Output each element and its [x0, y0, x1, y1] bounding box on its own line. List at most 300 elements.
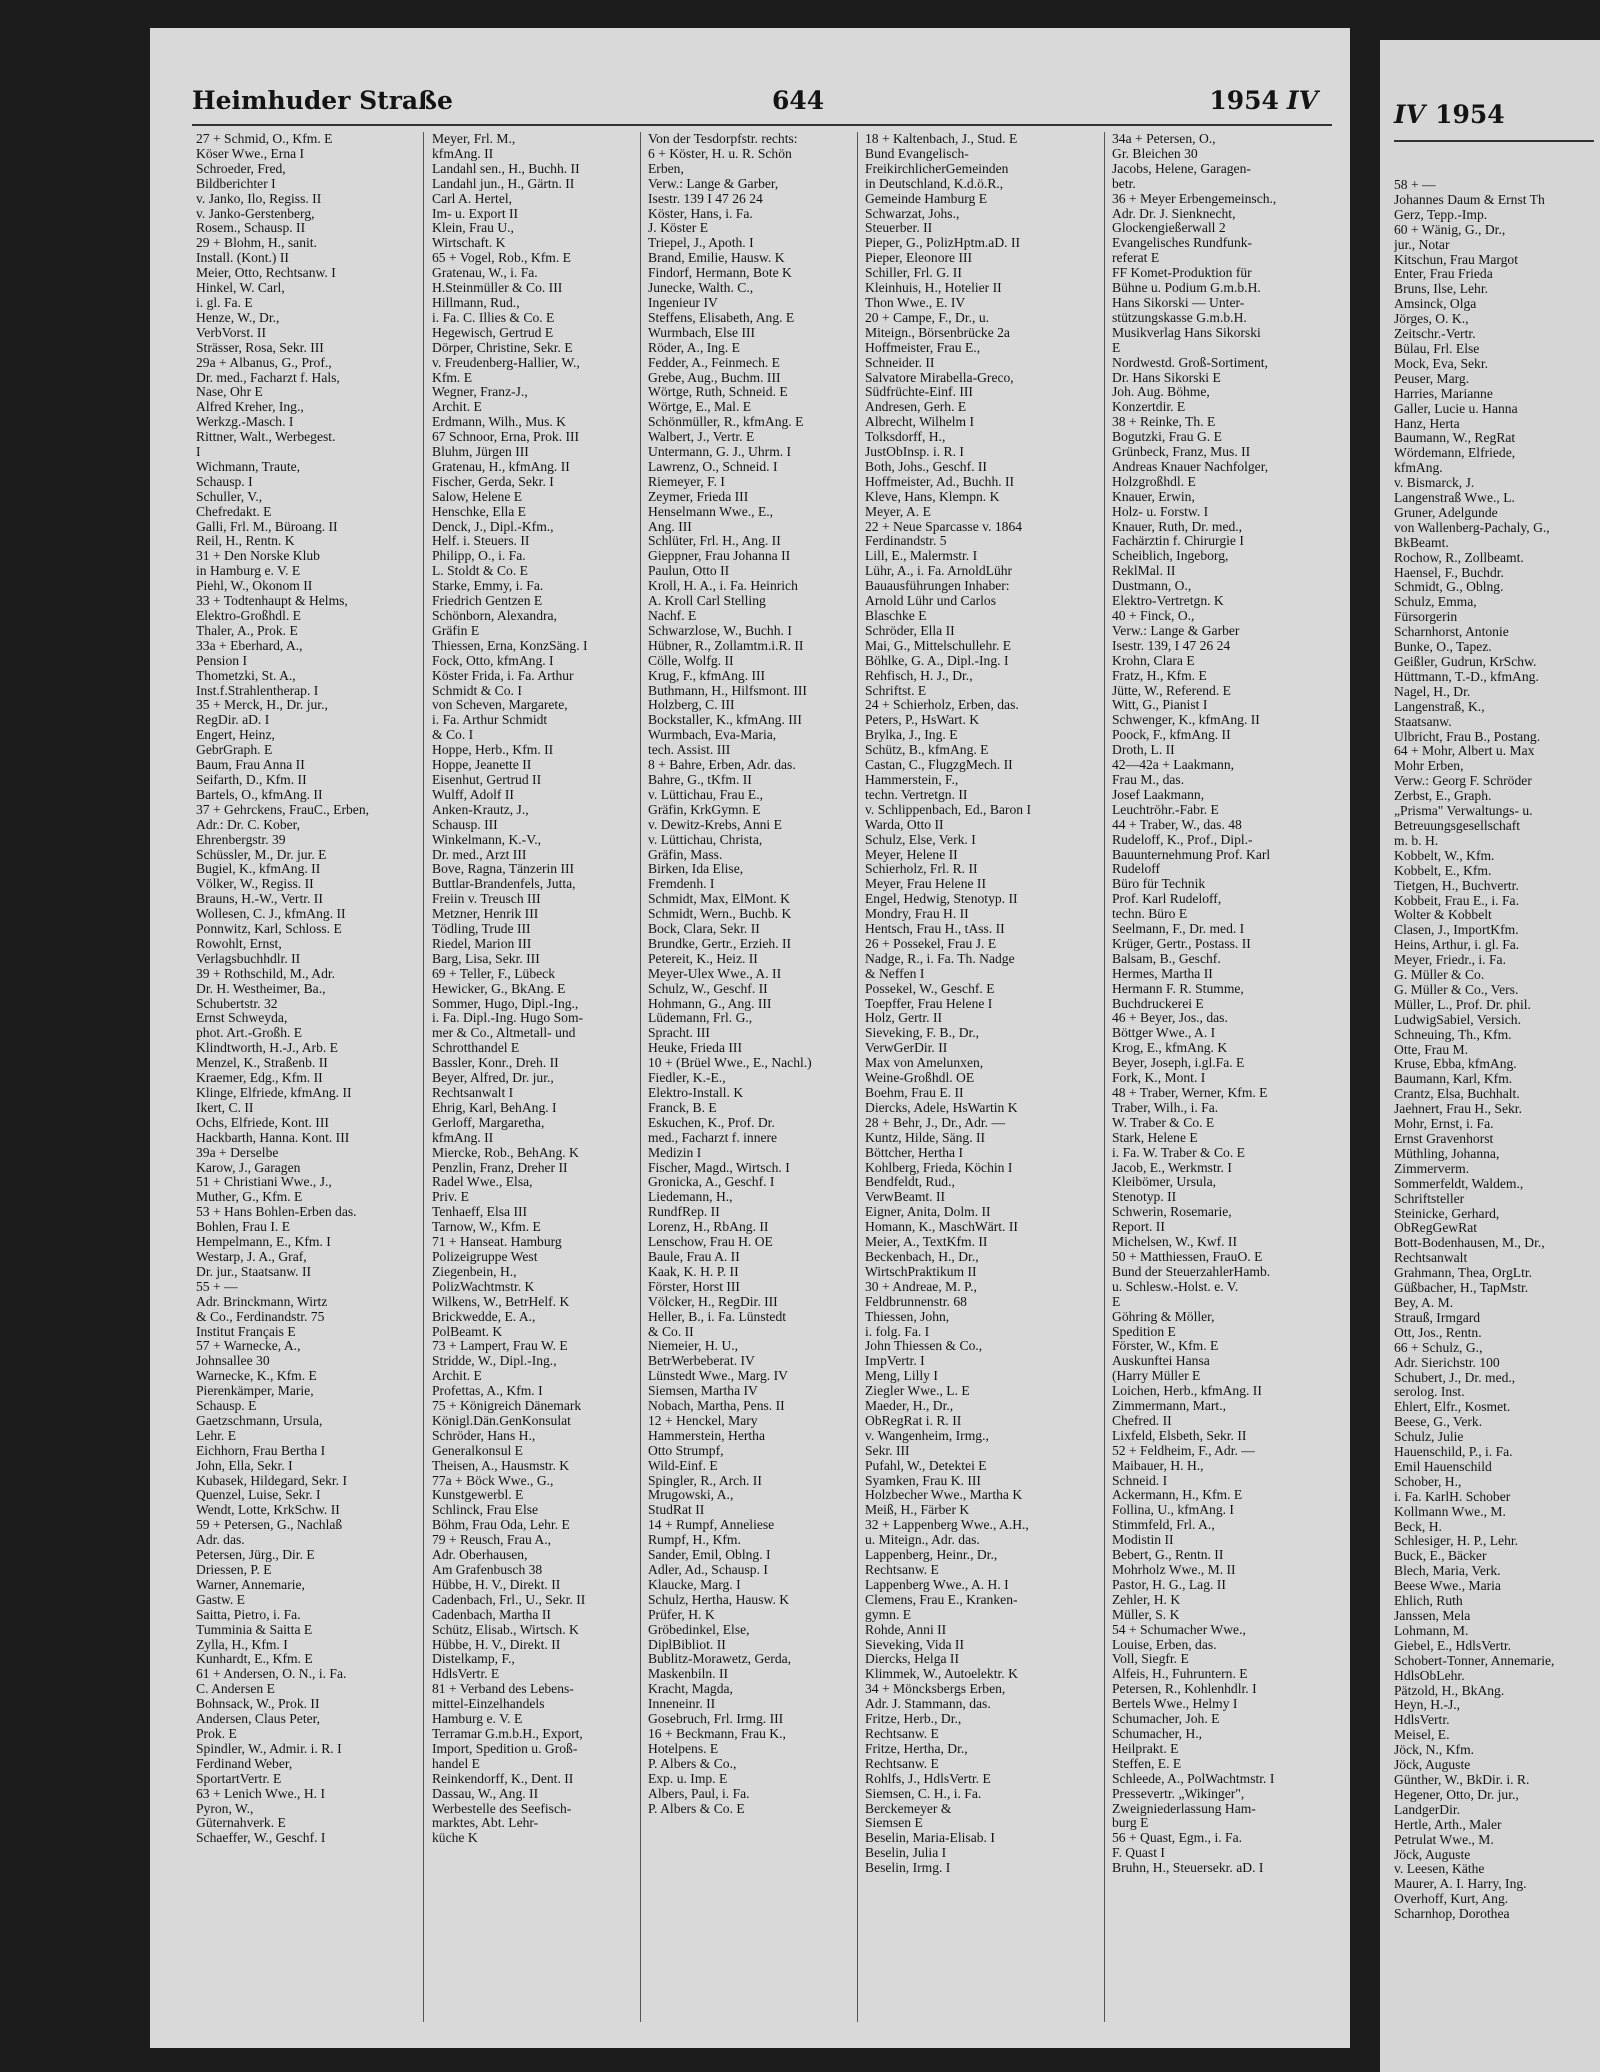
directory-entry: Warnecke, K., Kfm. E — [196, 1369, 317, 1384]
directory-entry: Liedemann, H., — [648, 1190, 733, 1205]
directory-entry: Cölle, Wolfg. II — [648, 653, 734, 668]
directory-entry: Müller, S. K — [1112, 1607, 1180, 1622]
directory-entry: Müthling, Johanna, — [1394, 1146, 1500, 1161]
directory-entry: Knauer, Ruth, Dr. med., — [1112, 519, 1243, 534]
directory-entry: Muther, G., Kfm. E — [196, 1190, 303, 1205]
directory-entry: 44 + Traber, W., das. 48 — [1112, 817, 1242, 832]
directory-entry: Schubert, J., Dr. med., — [1394, 1370, 1516, 1385]
directory-entry: Buthmann, H., Hilfsmont. III — [648, 683, 807, 698]
directory-entry: Beyer, Alfred, Dr. jur., — [432, 1071, 554, 1086]
directory-entry: Betreuungsgesellschaft — [1394, 818, 1521, 833]
directory-entry: v. Lüttichau, Christa, — [648, 832, 763, 847]
directory-entry: A. Kroll Carl Stelling — [648, 594, 766, 609]
directory-entry: Winkelmann, K.-V., — [432, 832, 542, 847]
directory-entry: Engert, Heinz, — [196, 728, 275, 743]
directory-entry: Bott-Bodenhausen, M., Dr., — [1394, 1236, 1545, 1251]
directory-entry: Lühr, A., i. Fa. ArnoldLühr — [865, 564, 1013, 579]
directory-entry: referat E — [1112, 251, 1160, 266]
directory-entry: Mohrholz Wwe., M. II — [1112, 1563, 1236, 1577]
directory-entry: Steffen, E. E — [1112, 1756, 1182, 1771]
directory-entry: Ferdinand Weber, — [196, 1756, 293, 1771]
directory-entry: HdlsVertr. — [1394, 1713, 1450, 1728]
directory-entry: 57 + Warnecke, A., — [196, 1339, 301, 1354]
directory-entry: Werkzg.-Masch. I — [196, 415, 294, 430]
adjacent-page — [1380, 40, 1600, 2072]
directory-entry: Schumacher, Joh. E — [1112, 1712, 1220, 1727]
directory-entry: u. Schlesw.-Holst. e. V. — [1112, 1279, 1239, 1294]
directory-entry: Ang. III — [648, 519, 692, 534]
directory-entry: Wörtge, Ruth, Schneid. E — [648, 385, 788, 400]
directory-entry: Adr. Sierichstr. 100 — [1394, 1355, 1500, 1370]
directory-entry: Leuchtröhr.-Fabr. E — [1112, 802, 1219, 817]
directory-entry: Rechtsanwalt — [1394, 1251, 1468, 1266]
directory-entry: Schober, H., — [1394, 1474, 1462, 1489]
directory-entry: Galli, Frl. M., Büroang. II — [196, 519, 338, 534]
directory-entry: Dr. med., Facharzt f. Hals, — [196, 370, 340, 385]
directory-entry: Petrulat Wwe., M. — [1394, 1832, 1494, 1847]
directory-entry: Kaak, K. H. P. II — [648, 1264, 739, 1279]
street-heading: Heimhuder Straße — [192, 86, 453, 115]
directory-entry: Blaschke E — [865, 609, 927, 623]
directory-entry: Gosebruch, Frl. Irmg. III — [648, 1712, 784, 1727]
directory-entry: Meiß, H., Färber K — [865, 1503, 970, 1518]
directory-entry: 14 + Rumpf, Anneliese — [648, 1518, 775, 1533]
directory-entry: Baum, Frau Anna II — [196, 758, 305, 773]
directory-entry: Stark, Helene E — [1112, 1130, 1198, 1145]
volume: IV — [1286, 86, 1318, 115]
directory-entry: 71 + Hanseat. Hamburg — [432, 1235, 562, 1250]
directory-entry: Kobbelt, E., Kfm. — [1394, 863, 1492, 878]
directory-entry: Rosem., Schausp. II — [196, 221, 306, 236]
directory-entry: Amsinck, Olga — [1394, 297, 1477, 312]
directory-entry: Lappenberg, Heinr., Dr., — [865, 1548, 998, 1563]
directory-entry: Fürsorgerin — [1394, 610, 1458, 625]
directory-entry: Janssen, Mela — [1394, 1609, 1471, 1623]
directory-entry: Walbert, J., Vertr. E — [648, 430, 755, 445]
directory-entry: 26 + Possekel, Frau J. E — [865, 936, 997, 951]
directory-entry: Meyer, A. E — [865, 504, 931, 519]
directory-entry: 38 + Reinke, Th. E — [1112, 415, 1216, 430]
directory-entry: Klinge, Elfriede, kfmAng. II — [196, 1086, 352, 1100]
directory-entry: Schulz, Hertha, Hausw. K — [648, 1592, 790, 1607]
directory-entry: Meyer, Helene II — [865, 847, 958, 862]
directory-entry: Ikert, C. II — [196, 1100, 254, 1115]
directory-entry: 10 + (Brüel Wwe., E., Nachl.) — [648, 1056, 812, 1071]
directory-entry: Landahl sen., H., Buchh. II — [432, 161, 580, 176]
directory-entry: Fischer, Magd., Wirtsch. I — [648, 1160, 790, 1175]
directory-entry: techn. Büro E — [1112, 907, 1188, 922]
directory-entry: Zimmermann, Mart., — [1112, 1399, 1227, 1414]
directory-entry: Wolter & Kobbelt — [1394, 908, 1492, 923]
directory-entry: Hübbe, H. V., Direkt. II — [432, 1637, 561, 1652]
directory-entry: v. Janko-Gerstenberg, — [196, 206, 315, 221]
directory-entry: 22 + Neue Sparcasse v. 1864 — [865, 519, 1023, 534]
directory-entry: Stenotyp. II — [1112, 1190, 1177, 1205]
directory-entry: v. Schlippenbach, Ed., Baron I — [865, 802, 1031, 817]
directory-entry: jur., Notar — [1394, 237, 1450, 252]
directory-entry: Fachärztin f. Chirurgie I — [1112, 534, 1244, 549]
directory-entry: Fock, Otto, kfmAng. I — [432, 653, 554, 668]
directory-entry: med., Facharzt f. innere — [648, 1130, 778, 1145]
directory-entry: Lünstedt Wwe., Marg. IV — [648, 1369, 788, 1384]
directory-entry: Zweigniederlassung Ham- — [1112, 1801, 1256, 1816]
directory-entry: Feldbrunnenstr. 68 — [865, 1294, 967, 1309]
directory-entry: Bunke, O., Tapez. — [1394, 640, 1492, 655]
directory-entry: Max von Amelunxen, — [865, 1056, 984, 1071]
directory-entry: Büro für Technik — [1112, 877, 1206, 892]
directory-entry: Louise, Erben, das. — [1112, 1637, 1217, 1652]
directory-entry: & Co., Ferdinandstr. 75 — [196, 1309, 325, 1324]
directory-entry: serolog. Inst. — [1394, 1385, 1465, 1400]
directory-entry: Albers, Paul, i. Fa. — [648, 1786, 750, 1801]
directory-entry: Adr. J. Stammann, das. — [865, 1697, 991, 1712]
directory-entry: Meier, Otto, Rechtsanw. I — [196, 266, 336, 281]
directory-entry: Galler, Lucie u. Hanna — [1394, 401, 1518, 416]
directory-entry: Lappenberg Wwe., A. H. I — [865, 1577, 1009, 1592]
directory-entry: Pieper, G., PolizHptm.aD. II — [865, 236, 1021, 251]
directory-entry: Auskunftei Hansa — [1112, 1354, 1210, 1369]
directory-entry: Otto Strumpf, — [648, 1443, 724, 1458]
directory-entry: Langenstraß Wwe., L. — [1394, 491, 1515, 506]
directory-entry: Gratenau, W., i. Fa. — [432, 266, 538, 281]
directory-entry: Untermann, G. J., Uhrm. I — [648, 445, 792, 460]
directory-entry: Chefredakt. E — [196, 504, 272, 519]
directory-entry: Prok. E — [196, 1726, 237, 1741]
directory-entry: v. Lüttichau, Frau E., — [648, 787, 764, 802]
directory-entry: 63 + Lenich Wwe., H. I — [196, 1786, 325, 1801]
directory-entry: 8 + Bahre, Erben, Adr. das. — [648, 758, 796, 773]
directory-entry: Adr. Brinckmann, Wirtz — [196, 1294, 328, 1309]
directory-entry: Maskenbiln. II — [648, 1667, 729, 1682]
directory-entry: 18 + Kaltenbach, J., Stud. E — [865, 132, 1018, 146]
directory-entry: Klein, Frau U., — [432, 221, 514, 236]
directory-entry: Nagel, H., Dr. — [1394, 684, 1471, 699]
directory-entry: Niemeier, H. U., — [648, 1339, 739, 1354]
directory-entry: Bruhn, H., Steuersekr. aD. I — [1112, 1861, 1264, 1876]
directory-entry: 61 + Andersen, O. N., i. Fa. — [196, 1667, 347, 1682]
directory-entry: Institut Français E — [196, 1324, 296, 1339]
directory-entry: Verw.: Lange & Garber, — [648, 176, 779, 191]
directory-entry: mer & Co., Altmetall- und — [432, 1026, 576, 1041]
directory-entry: Wirtschaft. K — [432, 236, 506, 251]
directory-entry: Wurmbach, Else III — [648, 325, 756, 340]
directory-entry: Schlesiger, H. P., Lehr. — [1394, 1534, 1519, 1549]
directory-entry: Hegener, Otto, Dr. jur., — [1394, 1787, 1519, 1802]
directory-entry: GebrGraph. E — [196, 743, 273, 758]
directory-entry: Holz, Gertr. II — [865, 1011, 943, 1026]
directory-entry: Jöck, N., Kfm. — [1394, 1743, 1475, 1758]
directory-entry: Riedel, Marion III — [432, 936, 532, 951]
directory-entry: Gratenau, H., kfmAng. II — [432, 459, 570, 474]
directory-entry: Zerbst, E., Graph. — [1394, 789, 1492, 804]
directory-entry: Ott, Jos., Rentn. — [1394, 1325, 1482, 1340]
directory-entry: RundfRep. II — [648, 1205, 720, 1220]
directory-entry: Hanz, Herta — [1394, 416, 1460, 431]
directory-entry: Holzbecher Wwe., Martha K — [865, 1488, 1023, 1503]
directory-entry: Stridde, W., Dipl.-Ing., — [432, 1354, 557, 1369]
directory-entry: & Co. II — [648, 1324, 694, 1339]
directory-entry: Beselin, Irmg. I — [865, 1861, 951, 1876]
directory-entry: Pufahl, W., Detektei E — [865, 1458, 987, 1473]
directory-entry: Kleibömer, Ursula, — [1112, 1175, 1217, 1190]
directory-entry: Hermes, Martha II — [1112, 966, 1213, 981]
directory-entry: Priv. E — [432, 1190, 469, 1205]
directory-entry: Tödling, Trude III — [432, 922, 531, 937]
directory-entry: Schmidt, Wern., Buchb. K — [648, 907, 792, 922]
directory-entry: Bugiel, K., kfmAng. II — [196, 862, 321, 877]
directory-entry: Hegewisch, Gertrud E — [432, 325, 554, 340]
directory-entry: Inst.f.Strahlentherap. I — [196, 683, 319, 698]
directory-entry: kfmAng. II — [432, 1130, 494, 1145]
directory-entry: Adr. Dr. J. Sienknecht, — [1112, 206, 1236, 221]
directory-entry: Mai, G., Mittelschullehr. E — [865, 638, 1012, 653]
directory-entry: Ehlert, Elfr., Kosmet. — [1394, 1400, 1511, 1415]
directory-entry: Ingenieur IV — [648, 295, 718, 310]
directory-entry: Warner, Annemarie, — [196, 1577, 305, 1592]
directory-entry: Schwerin, Rosemarie, — [1112, 1205, 1232, 1220]
directory-entry: Schröder, Hans H., — [432, 1428, 536, 1443]
directory-entry: W. Traber & Co. E — [1112, 1115, 1215, 1130]
directory-entry: Kunstgewerbl. E — [432, 1488, 524, 1503]
directory-entry: Kunhardt, E., Kfm. E — [196, 1652, 313, 1667]
directory-entry: Dörper, Christine, Sekr. E — [432, 340, 573, 355]
directory-entry: 12 + Henckel, Mary — [648, 1413, 758, 1428]
directory-entry: Cadenbach, Martha II — [432, 1607, 551, 1622]
directory-entry: Modistin II — [1112, 1533, 1174, 1548]
column-1 — [196, 132, 416, 1846]
directory-entry: 34 + Möncksbergs Erben, — [865, 1682, 1006, 1697]
directory-entry: Schriftst. E — [865, 683, 927, 698]
directory-entry: Install. (Kont.) II — [196, 251, 289, 266]
directory-entry: Schütz, Elisab., Wirtsch. K — [432, 1622, 579, 1637]
directory-entry: 60 + Wänig, G., Dr., — [1394, 222, 1506, 237]
directory-entry: i. Fa. W. Traber & Co. E — [1112, 1145, 1245, 1160]
directory-entry: gymn. E — [865, 1607, 912, 1622]
directory-entry: Gieppner, Frau Johanna II — [648, 549, 791, 564]
directory-entry: Rechtsanwalt I — [432, 1086, 514, 1100]
directory-entry: VerwBeamt. II — [865, 1190, 946, 1205]
directory-entry: Schneider. II — [865, 355, 935, 370]
directory-entry: Böttger Wwe., A. I — [1112, 1026, 1216, 1041]
directory-entry: Klaucke, Marg. I — [648, 1577, 741, 1592]
directory-entry: Kracht, Magda, — [648, 1682, 733, 1697]
directory-entry: Völker, W., Regiss. II — [196, 877, 314, 892]
directory-entry: Schrotthandel E — [432, 1041, 520, 1056]
directory-entry: Prof. Karl Rudeloff, — [1112, 892, 1222, 907]
directory-entry: Wegner, Franz-J., — [432, 385, 528, 400]
directory-entry: Beselin, Julia I — [865, 1846, 947, 1861]
directory-entry: Ziegenbein, H., — [432, 1264, 517, 1279]
directory-entry: Archit. E — [432, 1369, 482, 1384]
directory-entry: Rochow, R., Zollbeamt. — [1394, 550, 1524, 565]
directory-entry: Scharnhorst, Antonie — [1394, 625, 1509, 640]
directory-entry: Boehm, Frau E. II — [865, 1086, 964, 1100]
directory-entry: Hauenschild, P., i. Fa. — [1394, 1445, 1513, 1460]
directory-entry: Bühne u. Podium G.m.b.H. — [1112, 281, 1261, 296]
directory-entry: Kitschun, Frau Margot — [1394, 252, 1518, 267]
directory-entry: Profettas, A., Kfm. I — [432, 1384, 543, 1399]
directory-entry: Bund der SteuerzahlerHamb. — [1112, 1264, 1271, 1279]
directory-entry: Barg, Lisa, Sekr. III — [432, 951, 540, 966]
directory-entry: John Thiessen & Co., — [865, 1339, 983, 1354]
directory-entry: Brauns, H.-W., Vertr. II — [196, 892, 323, 907]
directory-entry: Kuntz, Hilde, Säng. II — [865, 1130, 986, 1145]
directory-entry: Böhlke, G. A., Dipl.-Ing. I — [865, 653, 1009, 668]
directory-entry: Staatsanw. — [1394, 714, 1452, 729]
directory-entry: Possekel, W., Geschf. E — [865, 981, 995, 996]
directory-entry: v. Dewitz-Krebs, Anni E — [648, 817, 782, 832]
directory-entry: Steffens, Elisabeth, Ang. E — [648, 310, 795, 325]
directory-entry: Pierenkämper, Marie, — [196, 1384, 314, 1399]
directory-entry: Schiller, Frl. G. II — [865, 266, 962, 281]
directory-entry: Böhm, Frau Oda, Lehr. E — [432, 1518, 570, 1533]
directory-entry: Kollmann Wwe., M. — [1394, 1504, 1506, 1519]
directory-entry: Bock, Clara, Sekr. II — [648, 922, 760, 937]
directory-entry: Heuke, Frieda III — [648, 1041, 742, 1056]
directory-entry: Brickwedde, E. A., — [432, 1309, 536, 1324]
directory-entry: Jöck, Auguste — [1394, 1847, 1471, 1862]
directory-entry: Ochs, Elfriede, Kont. III — [196, 1115, 329, 1130]
directory-entry: Nordwestd. Groß-Sortiment, — [1112, 355, 1268, 370]
directory-entry: Medizin I — [648, 1145, 702, 1160]
directory-entry: Ackermann, H., Kfm. E — [1112, 1488, 1243, 1503]
directory-entry: Schneid. I — [1112, 1473, 1168, 1488]
directory-entry: küche K — [432, 1831, 478, 1846]
directory-entry: Ehrig, Karl, BehAng. I — [432, 1100, 557, 1115]
directory-entry: Harries, Marianne — [1394, 386, 1493, 401]
page-header — [192, 80, 1332, 126]
directory-entry: Wild-Einf. E — [648, 1458, 718, 1473]
directory-entry: Fremdenh. I — [648, 877, 715, 892]
directory-entry: Hewicker, G., BkAng. E — [432, 981, 566, 996]
directory-entry: Schausp. E — [196, 1399, 257, 1414]
directory-entry: Miercke, Rob., BehAng. K — [432, 1145, 579, 1160]
directory-entry: Starke, Emmy, i. Fa. — [432, 579, 544, 594]
directory-entry: Förster, Horst III — [648, 1279, 740, 1294]
directory-entry: Gr. Bleichen 30 — [1112, 146, 1198, 161]
directory-entry: Castan, C., FlugzgMech. II — [865, 758, 1013, 773]
directory-entry: Fratz, H., Kfm. E — [1112, 668, 1207, 683]
directory-entry: Johannes Daum & Ernst Th — [1394, 192, 1545, 207]
directory-entry: 67 Schnoor, Erna, Prok. III — [432, 430, 580, 445]
directory-entry: Fischer, Gerda, Sekr. I — [432, 474, 554, 489]
directory-entry: Schmidt & Co. I — [432, 683, 522, 698]
directory-entry: Spingler, R., Arch. II — [648, 1473, 762, 1488]
directory-entry: Tarnow, W., Kfm. E — [432, 1220, 541, 1235]
directory-entry: Bassler, Konr., Dreh. II — [432, 1056, 559, 1071]
directory-entry: LandgerDir. — [1394, 1802, 1461, 1817]
directory-entry: handel E — [432, 1756, 480, 1771]
directory-entry: Baule, Frau A. II — [648, 1249, 740, 1264]
directory-entry: Zylla, H., Kfm. I — [196, 1637, 288, 1652]
directory-entry: Quenzel, Luise, Sekr. I — [196, 1488, 321, 1503]
directory-entry: Schmidt, Max, ElMont. K — [648, 892, 790, 907]
directory-entry: Spindler, W., Admir. i. R. I — [196, 1741, 342, 1756]
directory-entry: Meyer-Ulex Wwe., A. II — [648, 966, 782, 981]
directory-entry: Driessen, P. E — [196, 1563, 272, 1577]
directory-entry: Wichmann, Traute, — [196, 459, 301, 474]
directory-entry: Jörges, O. K., — [1394, 312, 1469, 327]
directory-entry: Sieveking, Vida II — [865, 1637, 964, 1652]
directory-entry: Voll, Siegfr. E — [1112, 1652, 1189, 1667]
directory-entry: Gröbedinkel, Else, — [648, 1622, 750, 1637]
directory-entry: Nachf. E — [648, 609, 697, 623]
directory-entry: i. folg. Fa. I — [865, 1324, 930, 1339]
directory-entry: Im- u. Export II — [432, 206, 519, 221]
directory-entry: Sommerfeldt, Waldem., — [1394, 1176, 1524, 1191]
directory-entry: Anken-Krautz, J., — [432, 802, 529, 817]
directory-entry: burg E — [1112, 1816, 1149, 1831]
directory-entry: Erben, — [648, 161, 684, 176]
directory-entry: Hammerstein, Hertha — [648, 1428, 766, 1443]
directory-entry: Maibauer, H. H., — [1112, 1458, 1204, 1473]
directory-entry: G. Müller & Co. — [1394, 968, 1485, 983]
directory-entry: Engel, Hedwig, Stenotyp. II — [865, 892, 1018, 907]
directory-entry: Penzlin, Franz, Dreher II — [432, 1160, 568, 1175]
directory-entry: Elektro-Vertretgn. K — [1112, 594, 1224, 609]
directory-entry: Ernst Schweyda, — [196, 1011, 288, 1026]
directory-entry: 66 + Schulz, G., — [1394, 1340, 1483, 1355]
directory-entry: 39a + Derselbe — [196, 1145, 279, 1160]
directory-entry: Maeder, H., Dr., — [865, 1399, 954, 1414]
directory-entry: 58 + — — [1394, 178, 1436, 192]
directory-entry: Birken, Ida Elise, — [648, 862, 744, 877]
directory-entry: Dustmann, O., — [1112, 579, 1192, 594]
directory-entry: 16 + Beckmann, Frau K., — [648, 1726, 786, 1741]
directory-entry: Adr.: Dr. C. Kober, — [196, 817, 301, 832]
directory-entry: SportartVertr. E — [196, 1771, 282, 1786]
directory-entry: Salow, Helene E — [432, 489, 523, 504]
directory-entry: Bauunternehmung Prof. Karl — [1112, 847, 1271, 862]
directory-entry: Frau M., das. — [1112, 772, 1185, 787]
directory-entry: Mohr Erben, — [1394, 759, 1464, 774]
directory-entry: Bendfeldt, Rud., — [865, 1175, 955, 1190]
directory-entry: StudRat II — [648, 1503, 705, 1518]
directory-entry: Schausp. III — [432, 817, 498, 832]
directory-entry: Archit. E — [432, 400, 482, 415]
directory-entry: Knauer, Erwin, — [1112, 489, 1195, 504]
directory-entry: Albrecht, Wilhelm I — [865, 415, 975, 430]
directory-entry: Meier, A., TextKfm. II — [865, 1235, 988, 1250]
directory-entry: ObRegGewRat — [1394, 1221, 1478, 1236]
directory-entry: Mondry, Frau H. II — [865, 907, 969, 922]
directory-entry: Elektro-Install. K — [648, 1086, 744, 1100]
directory-entry: Stimmfeld, Frl. A., — [1112, 1518, 1215, 1533]
directory-entry: Schmidt, G., Oblng. — [1394, 580, 1504, 595]
directory-entry: Nadge, R., i. Fa. Th. Nadge — [865, 951, 1015, 966]
directory-entry: Dassau, W., Ang. II — [432, 1786, 539, 1801]
directory-entry: Follina, U., kfmAng. I — [1112, 1503, 1234, 1518]
directory-entry: Grünbeck, Franz, Mus. II — [1112, 445, 1251, 460]
directory-entry: Denck, J., Dipl.-Kfm., — [432, 519, 554, 534]
directory-entry: Gastw. E — [196, 1592, 245, 1607]
directory-entry: Am Grafenbusch 38 — [432, 1563, 543, 1577]
directory-entry: 42—42a + Laakmann, — [1112, 758, 1235, 773]
directory-entry: 20 + Campe, F., Dr., u. — [865, 310, 990, 325]
directory-entry: Wollesen, C. J., kfmAng. II — [196, 907, 346, 922]
directory-entry: Gerloff, Margaretha, — [432, 1115, 545, 1130]
directory-entry: Hentsch, Frau H., tAss. II — [865, 922, 1005, 937]
directory-entry: Ulbricht, Frau B., Postang. — [1394, 729, 1541, 744]
directory-entry: Balsam, B., Geschf. — [1112, 951, 1221, 966]
directory-entry: 32 + Lappenberg Wwe., A.H., — [865, 1518, 1029, 1533]
directory-entry: Thometzki, St. A., — [196, 668, 296, 683]
directory-entry: Blech, Maria, Verk. — [1394, 1564, 1501, 1579]
directory-entry: Strauß, Irmgard — [1394, 1310, 1481, 1325]
directory-entry: Isestr. 139 I 47 26 24 — [648, 191, 763, 206]
directory-entry: Lüdemann, Frl. G., — [648, 1011, 753, 1026]
directory-entry: Kubasek, Hildegard, Sekr. I — [196, 1473, 348, 1488]
